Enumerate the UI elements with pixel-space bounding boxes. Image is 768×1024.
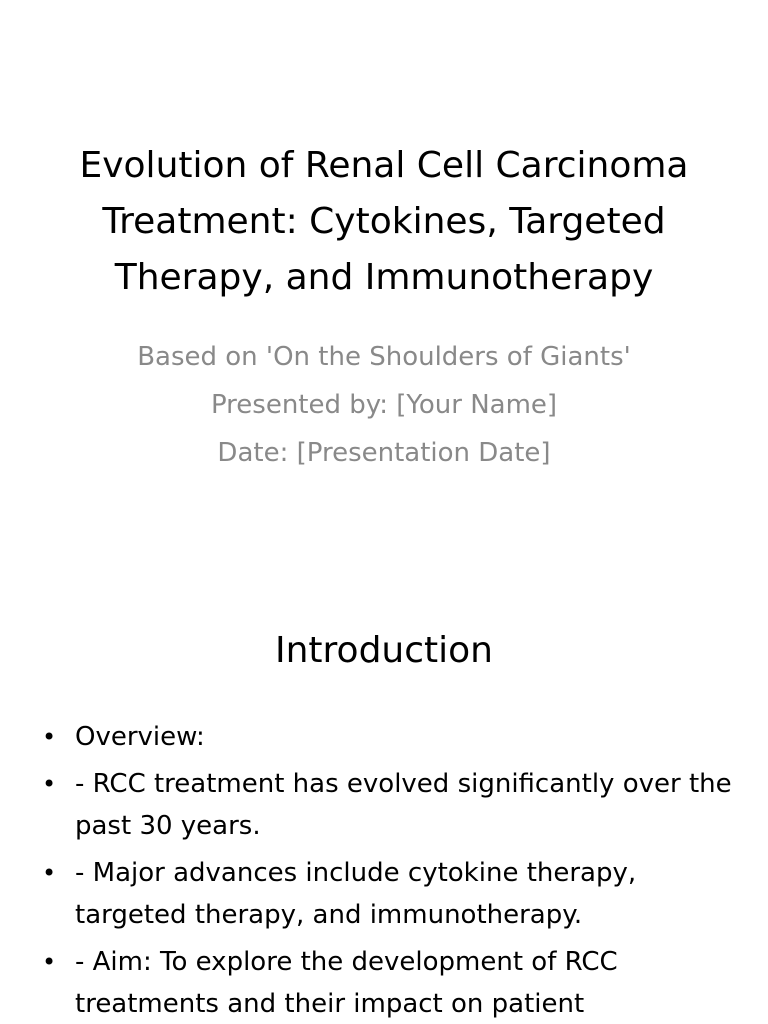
slide-title: Evolution of Renal Cell Carcinoma Treatment: Cytokines, Targeted Therapy, and Immunotherapy [79, 145, 689, 298]
bullet-icon: • [42, 770, 57, 798]
subtitle-date: Date: [Presentation Date] [217, 438, 551, 468]
bullet-text: - Major advances include cytokine therapy, targeted therapy, and immunotherapy. [75, 858, 637, 930]
bullet-icon: • [42, 859, 57, 887]
bullet-text: - Aim: To explore the development of RCC treatments and their impact on patient [75, 947, 618, 1019]
slide-subtitle [58, 333, 710, 477]
bullet-item [42, 852, 732, 936]
bullet-text: Overview: [75, 722, 205, 752]
bullet-text: - RCC treatment has evolved significantly over the past 30 years. [75, 769, 732, 841]
introduction-slide [0, 576, 768, 1024]
bullet-list [42, 716, 732, 1024]
subtitle-source: Based on 'On the Shoulders of Giants' [137, 342, 631, 372]
bullet-item [42, 763, 732, 847]
bullet-icon: • [42, 948, 57, 976]
bullet-item [42, 941, 732, 1024]
slide-title: Introduction [274, 630, 493, 671]
bullet-item [42, 716, 732, 758]
bullet-icon: • [42, 723, 57, 751]
subtitle-presenter: Presented by: [Your Name] [210, 390, 558, 420]
